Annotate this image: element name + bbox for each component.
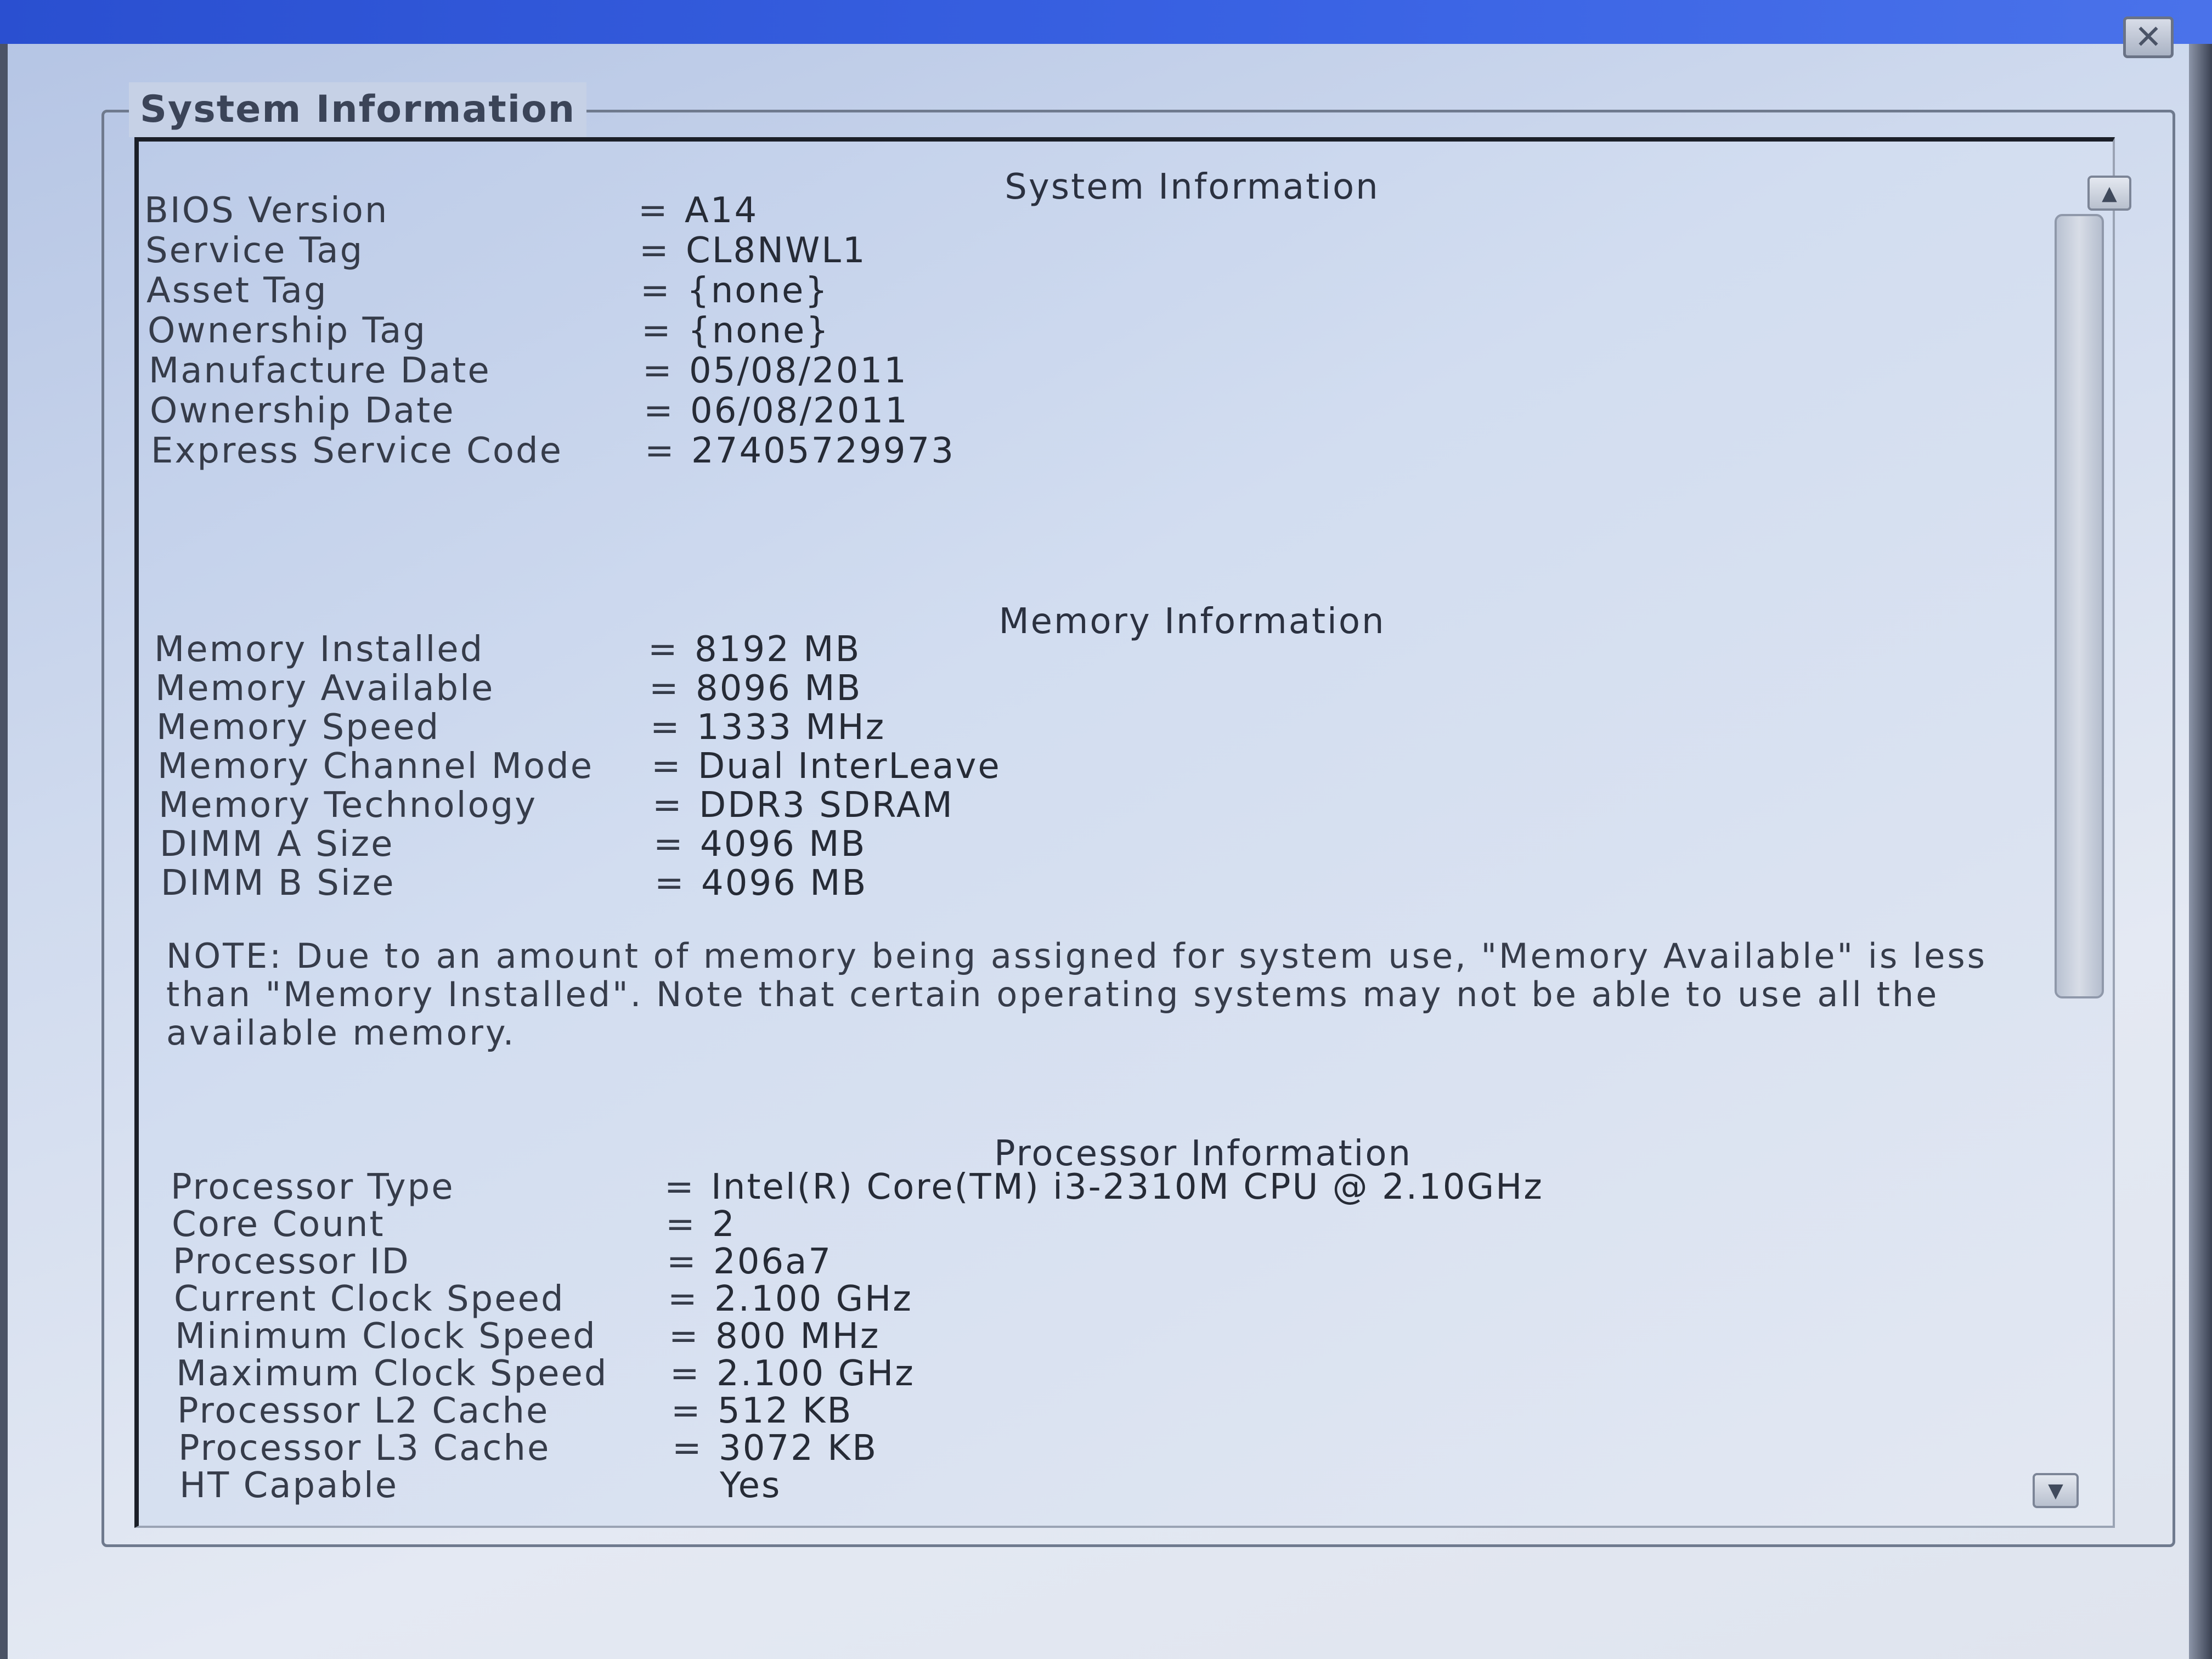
- row-separator: =: [648, 629, 679, 670]
- info-row-memory-available: [155, 669, 1691, 708]
- info-row-ht-capable: [179, 1466, 1716, 1505]
- row-separator: =: [638, 190, 669, 231]
- memory-information-heading: Memory Information: [998, 601, 1386, 642]
- row-label: Processor L3 Cache: [178, 1428, 551, 1469]
- row-value: 1333 MHz: [697, 707, 886, 748]
- row-label: Memory Technology: [159, 785, 538, 826]
- info-row-maximum-clock-speed: [176, 1354, 1712, 1393]
- title-bar: [0, 0, 2212, 44]
- row-value: 512 KB: [718, 1391, 853, 1431]
- row-label: DIMM A Size: [160, 824, 394, 865]
- info-row-memory-installed: [154, 630, 1690, 669]
- row-value: 2: [712, 1204, 736, 1245]
- row-value: 4096 MB: [701, 863, 868, 904]
- row-separator: =: [653, 824, 685, 865]
- system-information-heading: System Information: [1005, 167, 1380, 207]
- info-row-processor-type: [171, 1167, 1707, 1207]
- row-separator: =: [652, 785, 684, 826]
- row-value: 8192 MB: [695, 629, 861, 670]
- info-row-processor-l3-cache: [178, 1429, 1714, 1468]
- row-label: Processor ID: [173, 1242, 410, 1282]
- row-label: Maximum Clock Speed: [176, 1353, 608, 1394]
- row-label: Ownership Tag: [148, 311, 427, 351]
- row-separator: =: [639, 230, 670, 271]
- left-window-edge: [0, 44, 8, 1659]
- row-separator: =: [644, 391, 675, 431]
- processor-information-heading: Processor Information: [994, 1133, 1413, 1174]
- row-label: Ownership Date: [150, 391, 455, 431]
- row-value: 2.100 GHz: [716, 1353, 915, 1394]
- row-label: Memory Available: [155, 668, 495, 709]
- row-value: CL8NWL1: [686, 230, 867, 271]
- scrollbar-thumb[interactable]: [2055, 214, 2104, 998]
- info-row-dimm-b-size: [161, 864, 1697, 903]
- row-value: 4096 MB: [700, 824, 867, 865]
- arrow-up-icon: ▲: [2102, 182, 2117, 205]
- row-label: Core Count: [172, 1204, 385, 1245]
- row-value: Intel(R) Core(TM) i3-2310M CPU @ 2.10GHz: [711, 1167, 1544, 1207]
- row-value: 3072 KB: [719, 1428, 878, 1469]
- info-row-manufacture-date: [149, 351, 1685, 391]
- info-row-memory-channel-mode: [157, 747, 1694, 786]
- row-value: 800 MHz: [715, 1316, 881, 1357]
- scroll-up-button[interactable]: [2087, 176, 2131, 211]
- row-value: 206a7: [713, 1242, 833, 1282]
- groupbox-title: System Information: [129, 82, 586, 137]
- right-window-edge: [2189, 44, 2212, 1659]
- row-label: Service Tag: [145, 230, 364, 271]
- arrow-down-icon: ▼: [2048, 1479, 2063, 1502]
- info-row-memory-speed: [156, 708, 1692, 747]
- row-value: 8096 MB: [696, 668, 862, 709]
- row-label: Memory Installed: [154, 629, 484, 670]
- row-label: Manufacture Date: [149, 351, 491, 391]
- row-label: Current Clock Speed: [174, 1279, 565, 1319]
- row-separator: =: [671, 1391, 702, 1431]
- row-value: {none}: [687, 270, 830, 311]
- info-row-bios-version: [144, 191, 1680, 230]
- row-separator: =: [665, 1204, 697, 1245]
- info-row-current-clock-speed: [174, 1279, 1710, 1319]
- row-label: Asset Tag: [146, 270, 328, 311]
- row-label: HT Capable: [179, 1465, 399, 1506]
- row-separator: =: [654, 863, 686, 904]
- row-separator: =: [645, 431, 676, 471]
- row-label: Minimum Clock Speed: [175, 1316, 597, 1357]
- info-row-express-service-code: [151, 431, 1687, 471]
- row-value: 2.100 GHz: [714, 1279, 913, 1319]
- row-value: {none}: [688, 311, 831, 351]
- info-row-ownership-tag: [148, 311, 1684, 351]
- info-row-memory-technology: [159, 786, 1695, 825]
- info-row-core-count: [172, 1205, 1708, 1244]
- scroll-down-button[interactable]: [2033, 1473, 2079, 1508]
- close-button[interactable]: [2123, 16, 2174, 58]
- info-row-ownership-date: [150, 391, 1686, 431]
- row-value: 27405729973: [691, 431, 955, 471]
- row-value: Yes: [720, 1465, 782, 1506]
- info-row-service-tag: [145, 231, 1681, 270]
- row-label: Processor L2 Cache: [177, 1391, 550, 1431]
- row-value: DDR3 SDRAM: [699, 785, 954, 826]
- row-value: 05/08/2011: [689, 351, 908, 391]
- row-separator: =: [664, 1167, 696, 1207]
- info-row-minimum-clock-speed: [175, 1317, 1711, 1356]
- row-separator: =: [668, 1279, 699, 1319]
- info-row-asset-tag: [146, 271, 1683, 311]
- info-row-processor-l2-cache: [177, 1391, 1713, 1431]
- close-icon: ✕: [2134, 18, 2163, 57]
- row-label: Memory Channel Mode: [157, 746, 594, 787]
- row-label: Processor Type: [171, 1167, 455, 1207]
- row-separator: =: [640, 270, 672, 311]
- row-value: 06/08/2011: [690, 391, 909, 431]
- row-label: Express Service Code: [151, 431, 563, 471]
- row-label: BIOS Version: [144, 190, 389, 231]
- row-separator: =: [651, 746, 682, 787]
- info-row-processor-id: [173, 1242, 1709, 1282]
- row-separator: =: [669, 1316, 700, 1357]
- row-separator: =: [649, 668, 680, 709]
- row-separator: =: [670, 1353, 701, 1394]
- system-information-panel: [134, 137, 2115, 1528]
- row-separator: =: [650, 707, 681, 748]
- row-label: Memory Speed: [156, 707, 441, 748]
- row-separator: =: [641, 311, 673, 351]
- row-value: Dual InterLeave: [698, 746, 1001, 787]
- memory-note: NOTE: Due to an amount of memory being assigned for system use, "Memory Available" is less than "Memory Installed". Note that certain operating systems may not be able to use all the available memory.: [166, 936, 1987, 1053]
- row-separator: =: [667, 1242, 698, 1282]
- info-row-dimm-a-size: [160, 825, 1696, 864]
- row-label: DIMM B Size: [161, 863, 396, 904]
- row-separator: =: [672, 1428, 703, 1469]
- row-value: A14: [685, 190, 759, 231]
- row-separator: =: [642, 351, 674, 391]
